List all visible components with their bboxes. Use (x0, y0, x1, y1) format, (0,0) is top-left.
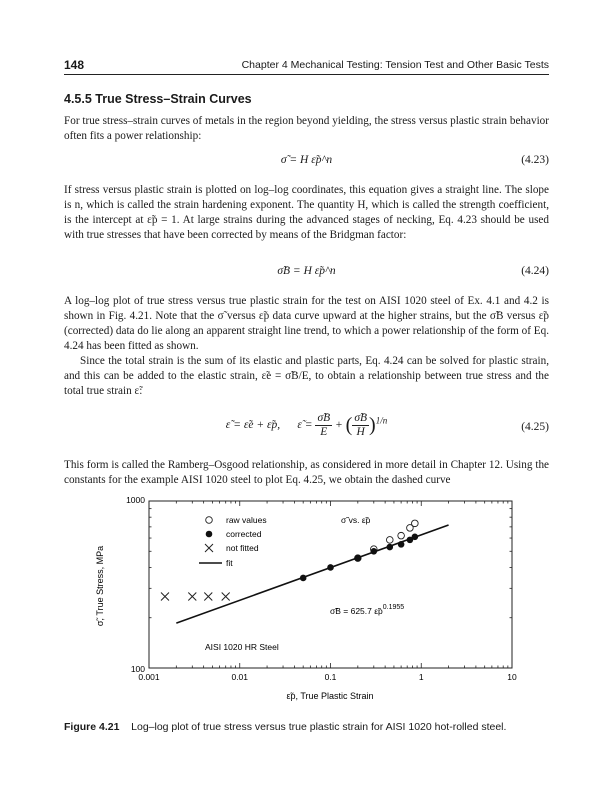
page-number: 148 (64, 58, 85, 72)
x-tick-label-0.001: 0.001 (138, 672, 160, 682)
x-tick-label-10: 10 (507, 672, 517, 682)
raw-value-point (412, 520, 419, 527)
not-fitted-point (161, 593, 169, 601)
annotation-fit-equation: σ̃B = 625.7 $\varepsiloñp^{0.1955}$ (330, 604, 405, 616)
equation-4-23 (64, 154, 549, 172)
fit-line (176, 525, 448, 623)
equation-body: σ̃B = H ε̃p^n (277, 265, 336, 277)
y-tick-label-100: 100 (130, 664, 145, 674)
equation-number: (4.25) (521, 421, 549, 433)
equation-number: (4.24) (521, 265, 549, 277)
paragraph-3: A log–log plot of true stress versus true plastic strain for the test on AISI 1020 steel of Ex. 4.1 and 4.2 is shown in Fig. 4.21. Note that the σ̃ versus ε̃p data curve upward at the higher strains, but the σ̃B versus ε̃p (corrected) data do lie along an apparent straight line trend, to which a power relationship of the form of Eq. 4.24 has been fitted as shown. (64, 295, 549, 352)
paragraph-1: For true stress–strain curves of metals in the region beyond yielding, the stress versus plastic strain behavior often fits a power relationship: (64, 115, 549, 142)
legend-label-not-fitted: not fitted (226, 543, 259, 553)
x-axis-label: ε̃p, True Plastic Strain (286, 691, 374, 701)
equation-body: σ̃ = H ε̃p^n (280, 154, 333, 166)
fraction-2: $\frac{\sigmãB}{H}$ (354, 412, 368, 438)
not-fitted-point (222, 593, 230, 601)
raw-value-point (398, 532, 405, 539)
legend-x-icon (205, 544, 213, 552)
equation-rhs-prefix: ε̃ = (297, 419, 313, 432)
annotation-material: AISI 1020 HR Steel (205, 642, 279, 652)
equation-exponent: 1/n (375, 415, 388, 426)
figure-caption (64, 721, 506, 733)
data-marks (161, 520, 449, 623)
fraction-1: $\frac{\sigmãB}{E}$ (317, 412, 331, 438)
paragraph-4: Since the total strain is the sum of its elastic and plastic parts, Eq. 4.24 can be solved for plastic strain, and this can be added to the elastic strain, ε̃e = σ̃B/E, to obtain a relationship between true stress and the total true strain ε̃: (64, 355, 549, 397)
legend-label-corrected: corrected (226, 529, 262, 539)
legend-label-raw: raw values (226, 515, 267, 525)
figure-4-21-chart (0, 490, 613, 705)
x-tick-label-0.1: 0.1 (324, 672, 337, 682)
section-title: 4.5.5 True Stress–Strain Curves (64, 92, 252, 106)
not-fitted-point (188, 593, 196, 601)
equation-4-25: ε̃ = ε̃e + ε̃p, ε̃ = $\frac{\sigmãB}{E}$ + ( $\frac{\sigmãB}{H}$ )$^{1/n}$ (4.25) (225, 412, 549, 438)
paragraph-5: This form is called the Ramberg–Osgood relationship, as considered in more detail in Chapter 12. Using the constants for the example AISI 1020 steel to plot Eq. 4.25, we obtain the dashed curve (64, 459, 549, 486)
equation-lhs: ε̃ = ε̃e + ε̃p, (225, 419, 281, 432)
caption-text: Log–log plot of true stress versus true plastic strain for AISI 1020 hot-rolled steel. (131, 721, 507, 733)
x-tick-label-1: 1 (418, 672, 424, 682)
legend-open-circle-icon (206, 517, 213, 524)
not-fitted-point (204, 593, 212, 601)
axis-ticks (149, 501, 512, 668)
caption-label: Figure 4.21 (64, 721, 120, 733)
raw-value-point (386, 537, 393, 544)
running-head: Chapter 4 Mechanical Testing: Tension Test and Other Basic Tests (241, 59, 549, 71)
paragraph-2: If stress versus plastic strain is plotted on log–log coordinates, this equation gives a straight line. The slope is n, which is called the strain hardening exponent. The quantity H, which is called the strength coefficient, is the intercept at ε̃p = 1. At large strains during the advanced stages of necking, Eq. 4.23 should be used with true stresses that have been corrected by means of the Bridgman factor: (64, 184, 549, 241)
y-tick-label-1000: 1000 (126, 495, 145, 505)
x-tick-label-0.01: 0.01 (231, 672, 249, 682)
equation-4-24 (64, 265, 549, 283)
legend (199, 515, 267, 568)
page-header (64, 56, 549, 75)
legend-label-fit: fit (226, 558, 233, 568)
legend-filled-circle-icon (206, 531, 213, 538)
y-axis-label: σ̃, True Stress, MPa (95, 545, 105, 627)
equation-number: (4.23) (521, 154, 549, 166)
annotation-sigma-vs-eps: σ̃ vs. ε̃p (341, 515, 371, 525)
plus-sign: + (335, 419, 343, 432)
plot-frame (149, 501, 512, 668)
